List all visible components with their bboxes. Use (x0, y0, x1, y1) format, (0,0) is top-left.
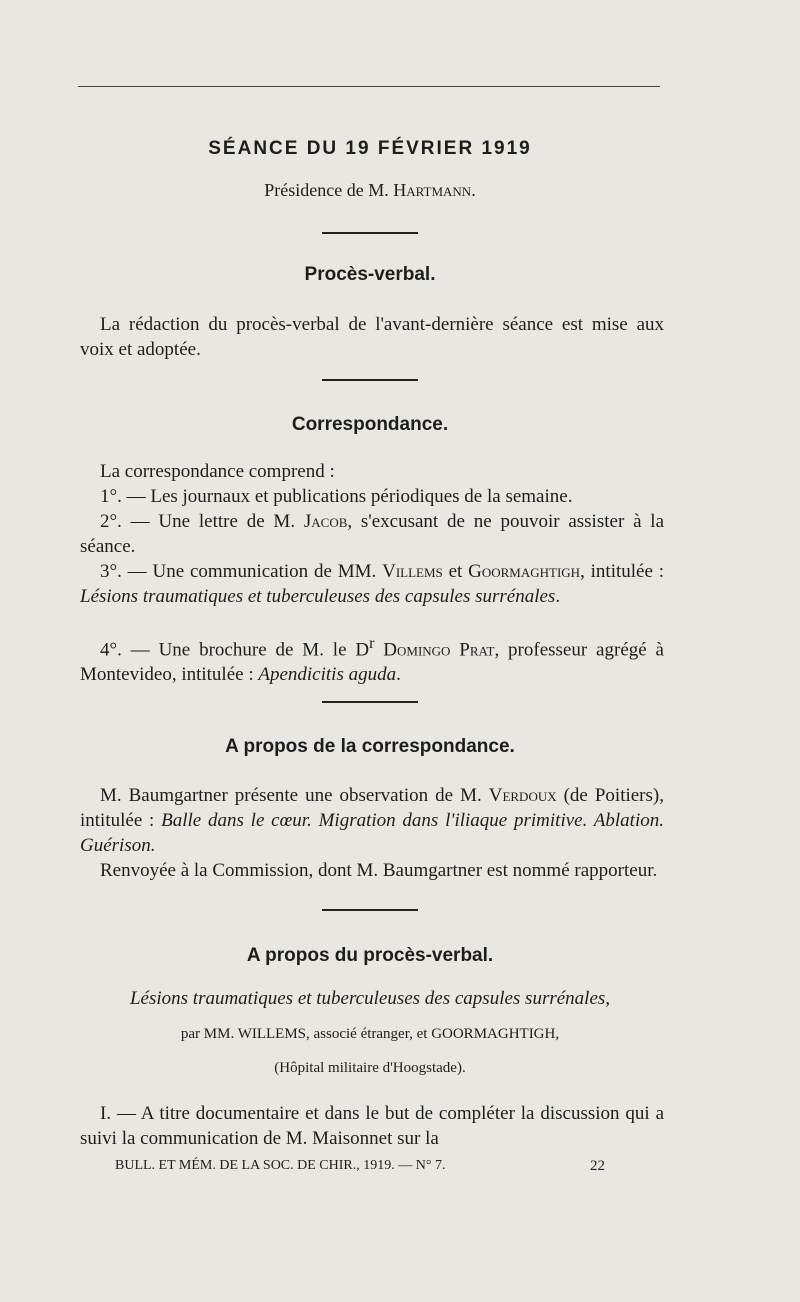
correspondance-item-3: 3°. — Une communication de MM. Villems et Goormaghtigh, intitulée : Lésions traumatiques et tuberculeuses des capsules surrénales. (80, 561, 665, 607)
seance-title: SÉANCE DU 19 FÉVRIER 1919 (208, 138, 532, 159)
presidence-suffix: . (471, 180, 476, 200)
name-goormaghtigh: Goormaghtigh (468, 561, 581, 582)
section-separator (322, 379, 418, 381)
correspondance-intro: La correspondance comprend : (100, 461, 335, 482)
name-verdoux: Verdoux (488, 785, 557, 806)
presidence-prefix: Présidence de M. (264, 180, 394, 200)
communication-title: Lésions traumatiques et tuberculeuses des capsules surrénales (80, 586, 556, 607)
baumgartner-paragraph: M. Baumgartner présente une observation de M. Verdoux (de Poitiers), intitulée : Balle dans le cœur. Migration dans l'iliaque primitive. Ablation. Guérison. (80, 785, 664, 856)
top-rule (78, 86, 660, 87)
paper-authors: par MM. WILLEMS, associé étranger, et GOORMAGHTIGH, (180, 1026, 560, 1042)
paper-title: Lésions traumatiques et tuberculeuses des capsules surrénales, (129, 988, 611, 1009)
observation-title: Balle dans le cœur. Migration dans l'iliaque primitive. Ablation. Guérison. (80, 810, 664, 856)
brochure-title: Apendicitis aguda (258, 664, 397, 686)
heading-correspondance: Correspondance. (291, 414, 449, 435)
name-jacob: Jacob (303, 511, 348, 532)
name-villems: Villems (382, 561, 443, 582)
heading-a-propos-correspondance: A propos de la correspondance. (225, 736, 515, 757)
name-domingo-prat: Domingo Prat (374, 639, 495, 661)
correspondance-item-2: 2°. — Une lettre de M. Jacob, s'excusant de ne pouvoir assister à la séance. (80, 511, 665, 557)
correspondance-item-1: 1°. — Les journaux et publications périodiques de la semaine. (100, 486, 573, 507)
section-separator (322, 909, 418, 911)
paper-affiliation: (Hôpital militaire d'Hoogstade). (274, 1060, 466, 1076)
heading-a-propos-proces-verbal: A propos du procès-verbal. (246, 945, 494, 966)
presidence-line (0, 180, 740, 201)
footer-citation: BULL. ET MÉM. DE LA SOC. DE CHIR., 1919. — N° 7. (115, 1158, 446, 1173)
proces-verbal-paragraph: La rédaction du procès-verbal de l'avant-dernière séance est mise aux voix et adoptée. (80, 314, 664, 360)
section-separator (322, 701, 418, 703)
page-number: 22 (590, 1158, 605, 1174)
correspondance-item-4: 4°. — Une brochure de M. le $D^r$ Domingo Prat, professeur agrégé à Montevideo, intitulée : Apendicitis aguda. (80, 635, 664, 686)
president-name: Hartmann (393, 180, 472, 200)
paper-body-start: I. — A titre documentaire et dans le but de compléter la discussion qui a suivi la communication de M. Maisonnet sur la (80, 1103, 664, 1149)
renvoi-paragraph: Renvoyée à la Commission, dont M. Baumgartner est nommé rapporteur. (100, 860, 658, 881)
section-separator (322, 232, 418, 234)
heading-proces-verbal: Procès-verbal. (304, 264, 436, 285)
